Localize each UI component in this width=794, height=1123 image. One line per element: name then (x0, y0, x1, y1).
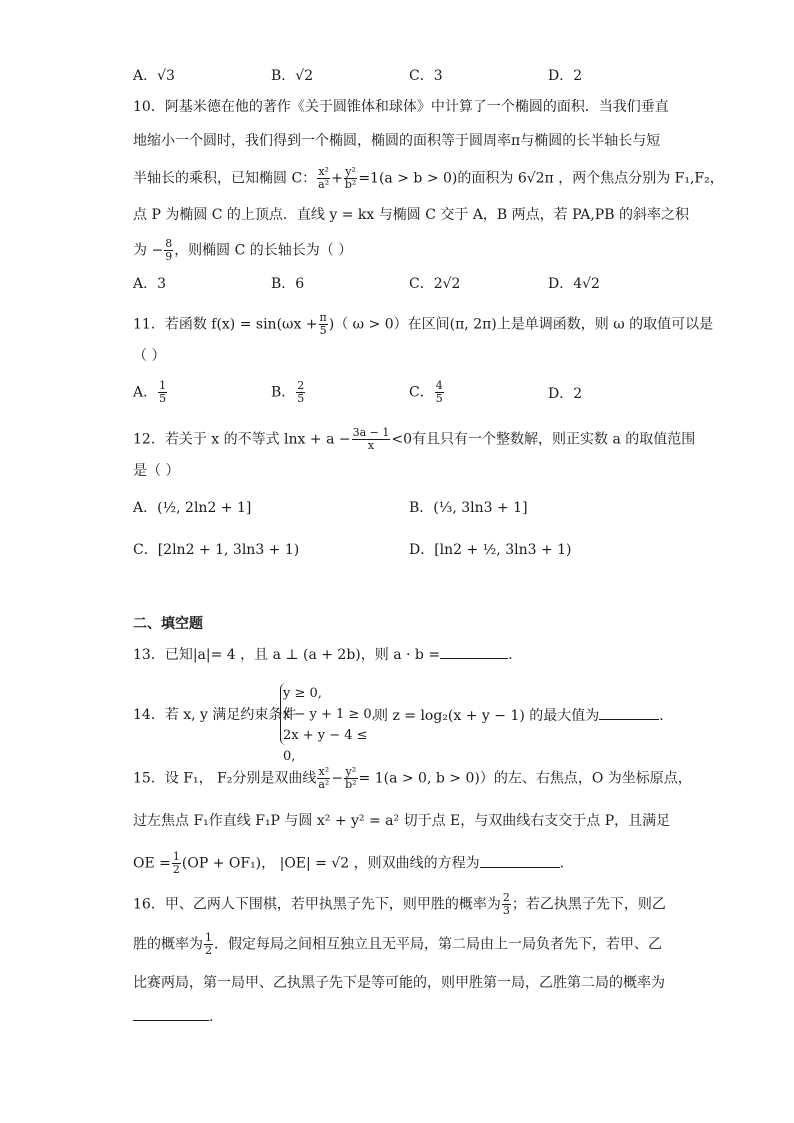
q12-line-1-start: 12．若关于 x 的不等式 lnx + a − (133, 431, 351, 448)
q12-option-c: C．[2ln2 + 1, 3ln3 + 1) (133, 542, 300, 558)
q9-option-a: A．√3 (133, 68, 175, 84)
q11-option-d: D．2 (548, 386, 583, 402)
q11-line-2: （ ） (133, 348, 166, 364)
half-fraction: $\frac{1}{2}$ (172, 850, 180, 876)
q13-line (133, 644, 663, 665)
q16-line-3: 比赛两局，第一局甲、乙执黑子先下是等可能的，则甲胜第一局，乙胜第二局的概率为 (133, 975, 665, 991)
q10-option-b: B．6 (271, 276, 305, 292)
constraint-2: x − y + 1 ≥ 0, (283, 707, 376, 722)
hyperbola-x-term: $\frac{\text{x²}}{\text{a²}}$ (318, 765, 330, 791)
q14-text-b: 则 z = log₂(x + y − 1) 的最大值为 (374, 708, 600, 724)
q14-answer-blank[interactable] (599, 705, 659, 720)
q10-option-d: D．4√2 (548, 276, 600, 292)
q9-option-c: C．3 (409, 68, 443, 84)
q12-fraction: $\frac{3a - 1}{x}$ (352, 426, 390, 452)
section-title: 二、填空题 (133, 616, 203, 632)
q16-line-2 (133, 932, 663, 957)
q16-line-1-start: 16．甲、乙两人下围棋，若甲执黑子先下，则甲胜的概率为 (133, 896, 501, 913)
q12-option-a: A．(½, 2ln2 + 1] (133, 500, 252, 516)
ellipse-y-term: $\frac{\text{y²}}{\text{b²}}$ (344, 165, 357, 191)
q10-line-5-end: ，则椭圆 C 的长轴长为（ ） (174, 242, 353, 259)
q14-text-c: . (659, 708, 664, 724)
q12-option-d: D．[ln2 + ½, 3ln3 + 1) (409, 542, 572, 558)
q15-line-2: 过左焦点 F₁作直线 F₁P 与圆 x² + y² = a² 切于点 E，与双曲线右支交于点 P，且满足 (133, 813, 671, 829)
q16-line-2-end: ．假定每局之间相互独立且无平局，第二局由上一局负者先下，若甲、乙 (214, 936, 662, 953)
constraint-system (283, 683, 383, 767)
q10-line-5 (133, 238, 663, 263)
q11-option-a: A． $\frac{1}{5}$ (133, 379, 167, 405)
q10-line-3: 半轴长的乘积，已知椭圆 C： $\frac{\text{x²}}{\text{a²}}$ + $\frac{\text{y²}}{\text{b²}}$ =1(a > b > 0)的面积为 6√2π ，两个焦点分别为 F₁,F₂， (133, 165, 724, 191)
q16-line-2-start: 胜的概率为 (133, 936, 203, 953)
q10-line-5-start: 为 − (133, 242, 164, 259)
q10-option-c: C．2√2 (409, 276, 461, 292)
q10-line-1: 10．阿基米德在他的著作《关于圆锥体和球体》中计算了一个椭圆的面积．当我们垂直 (133, 99, 669, 115)
q15-answer-blank[interactable] (480, 853, 560, 868)
q13-text-start: 13．已知|a|= 4 ，且 a ⊥ (a + 2b)，则 a · b = (133, 647, 441, 663)
q13-answer-blank[interactable] (440, 644, 508, 659)
q11-line-1-start: 11．若函数 f(x) = sin(ωx + (133, 316, 318, 333)
q12-line-2: 是（ ） (133, 463, 180, 479)
q16-line-1-end: ；若乙执黑子先下，则乙 (511, 896, 666, 913)
q16-line-4-end: . (209, 1009, 214, 1025)
q9-option-b: B．√2 (271, 68, 314, 84)
q10-line-4: 点 P 为椭圆 C 的上顶点．直线 y = kx 与椭圆 C 交于 A，B 两点，若 PA,PB 的斜率之积 (133, 207, 689, 223)
constraint-1: y ≥ 0, (283, 686, 322, 701)
q14-line-start: 14．若 x, y 满足约束条件 (133, 707, 297, 723)
q10-line-3-start: 半轴长的乘积，已知椭圆 C： (133, 170, 317, 187)
q11-line-1 (133, 311, 714, 337)
pi-over-5-fraction: $\frac{\pi}{5}$ (319, 311, 327, 337)
q15-line-3 (133, 851, 663, 876)
q10-option-a: A．3 (133, 276, 167, 292)
q11-option-c: C． $\frac{4}{5}$ (409, 379, 443, 405)
prob-two-thirds: $\frac{2}{3}$ (502, 891, 510, 917)
hyperbola-y-term: $\frac{\text{y²}}{\text{b²}}$ (345, 765, 357, 791)
q10-line-3-end: (a > b > 0)的面积为 6√2π ，两个焦点分别为 F₁,F₂， (378, 170, 724, 187)
q12-line-1-end: <0有且只有一个整数解，则正实数 a 的取值范围 (391, 431, 696, 448)
q14-line-end (374, 705, 664, 726)
q11-option-b: B． $\frac{2}{5}$ (271, 379, 305, 405)
slope-product-fraction: $\frac{8}{9}$ (165, 237, 173, 263)
q16-line-1 (133, 891, 666, 917)
q16-answer-blank[interactable] (133, 1006, 209, 1021)
prob-one-half: $\frac{1}{2}$ (205, 931, 212, 957)
q15-line-3-end: . (559, 855, 565, 872)
constraint-3: 2x + y − 4 ≤ 0, (283, 728, 368, 764)
q15-line-1: 15．设 F₁， F₂分别是双曲线 $\frac{\text{x²}}{\text{a²}}$ − $\frac{\text{y²}}{\text{b²}}$ = 1(a > 0, b > 0)）的左、右焦点，O 为坐标原点， (133, 765, 692, 791)
q15-line-3-mid: (OP + OF₁)， |OE| = √2 ，则双曲线的方程为 (181, 855, 480, 872)
q11-line-1-end: )（ ω > 0）在区间(π, 2π)上是单调函数，则 ω 的取值可以是 (328, 316, 714, 333)
q9-option-d: D．2 (548, 68, 583, 84)
q12-option-b: B．(⅓, 3ln3 + 1] (409, 500, 528, 516)
q16-line-4 (133, 1006, 663, 1027)
ellipse-x-term: $\frac{\text{x²}}{\text{a²}}$ (318, 165, 330, 191)
q12-line-1 (133, 426, 696, 452)
q15-line-1-end: = 1(a > 0, b > 0)）的左、右焦点，O 为坐标原点， (358, 770, 692, 787)
q15-line-3-start: OE = (133, 855, 171, 872)
q13-text-end: . (508, 647, 513, 663)
q10-line-2: 地缩小一个圆时，我们得到一个椭圆，椭圆的面积等于圆周率π与椭圆的长半轴长与短 (133, 133, 661, 149)
q15-line-1-start: 15．设 F₁， F₂分别是双曲线 (133, 770, 317, 787)
